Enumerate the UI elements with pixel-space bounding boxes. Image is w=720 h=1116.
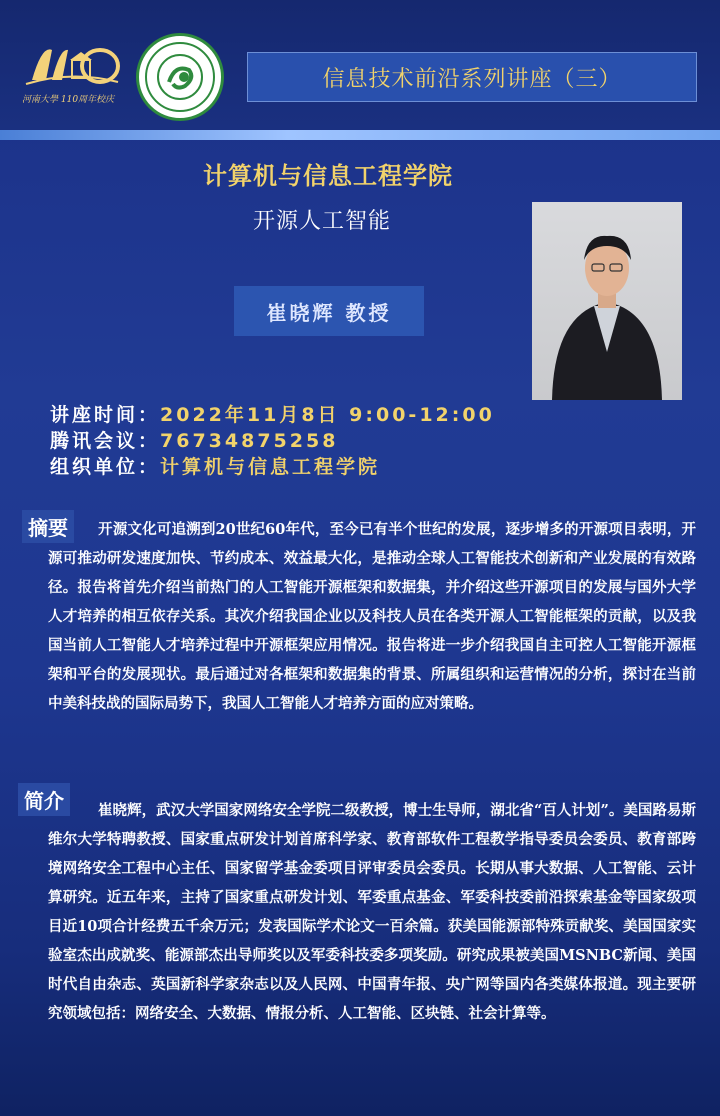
lecture-time-label: 讲座时间：	[50, 404, 161, 426]
meeting-id-row	[50, 426, 338, 453]
organizer-value: 计算机与信息工程学院	[160, 456, 381, 478]
university-seal	[136, 33, 224, 121]
bio-text	[48, 796, 696, 1028]
college-seal-icon	[139, 36, 221, 118]
abstract-body: 开源文化可追溯到20世纪60年代，至今已有半个世纪的发展，逐步增多的开源项目表明，开源可推动研发速度加快、节约成本、效益最大化，是推动全球人工智能技术创新和产业发展的有效路径。报告将首先介绍当前热门的人工智能开源框架和数据集，并介绍这些开源项目的发展与国外大学人才培养的相互依存关系。其次介绍我国企业以及科技人员在各类开源人工智能框架的贡献，以及我国当前人工智能人才培养过程中开源框架应用情况。报告将进一步介绍我国自主可控人工智能开源框架和平台的发展现状。最后通过对各框架和数据集的背景、所属组织和运营情况的分析，探讨在当前中美科技战的国际局势下，我国人工智能人才培养方面的应对策略。	[48, 521, 696, 712]
organizer-row	[50, 452, 380, 479]
bio-label: 简介	[18, 783, 70, 816]
speaker-portrait-icon	[532, 202, 682, 400]
lecture-time-value: 2022年11月8日 9:00-12:00	[160, 404, 495, 426]
organizer-label: 组织单位：	[50, 456, 161, 478]
abstract-text	[48, 515, 696, 718]
college-name: 计算机与信息工程学院	[203, 161, 453, 190]
anniversary-caption: 河南大學 110周年校庆	[22, 95, 115, 105]
talk-title: 开源人工智能	[253, 209, 392, 234]
meeting-id-value: 76734875258	[160, 430, 339, 452]
abstract-label: 摘要	[22, 510, 74, 543]
anniversary-logo	[22, 40, 122, 110]
anniversary-110-icon	[22, 40, 122, 90]
bio-body: 崔晓辉，武汉大学国家网络安全学院二级教授，博士生导师，湖北省“百人计划”。美国路易斯维尔大学特聘教授、国家重点研发计划首席科学家、教育部软件工程教学指导委员会委员、教育部跨境网络安全工程中心主任、国家留学基金委项目评审委员会委员。长期从事大数据、人工智能、云计算研究。近五年来，主持了国家重点研发计划、军委重点基金、军委科技委前沿探索基金等国家级项目近10项合计经费五千余万元；发表国际学术论文一百余篇。获美国能源部特殊贡献奖、美国国家实验室杰出成就奖、能源部杰出导师奖以及军委科技委多项奖励。研究成果被美国MSNBC新闻、美国时代自由杂志、英国新科学家杂志以及人民网、中国青年报、央广网等国内各类媒体报道。现主要研究领域包括：网络安全、大数据、情报分析、人工智能、区块链、社会计算等。	[48, 802, 696, 1022]
meeting-id-label: 腾讯会议：	[50, 430, 161, 452]
lecture-time-row	[50, 400, 495, 427]
speaker-photo	[532, 202, 682, 400]
series-title: 信息技术前沿系列讲座（三）	[247, 52, 697, 102]
speaker-name: 崔晓辉 教授	[234, 286, 424, 336]
header-stripe	[0, 130, 720, 140]
